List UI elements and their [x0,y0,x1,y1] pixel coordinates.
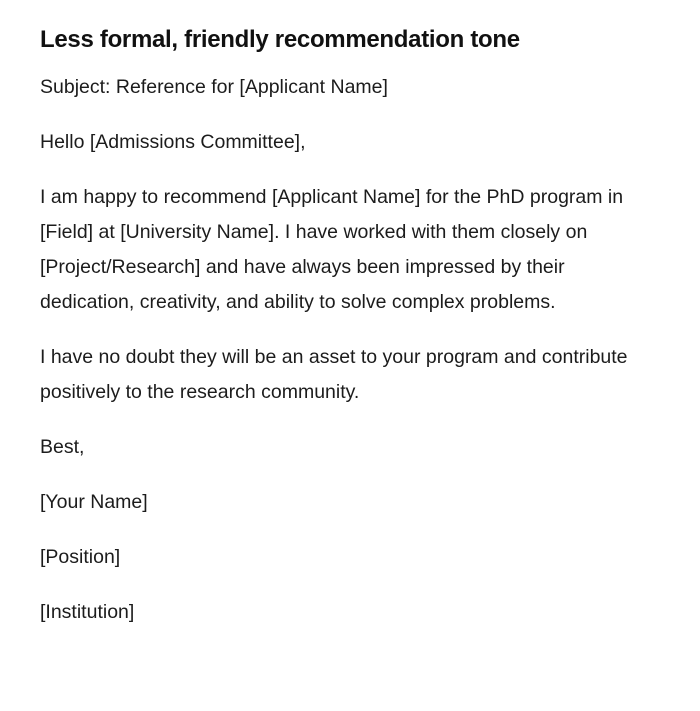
subject-line: Subject: Reference for [Applicant Name] [40,76,388,98]
signature-institution: [Institution] [40,601,135,623]
signature-position: [Position] [40,546,121,568]
signature-name: [Your Name] [40,491,148,513]
body-paragraph-1: I am happy to recommend [Applicant Name] for the PhD program in [Field] at [University Name]. I have worked with them closely on [Project/Research] and have always been impressed by their dedication, creativity, and ability to solve complex problems. [40,186,624,313]
document-title: Less formal, friendly recommendation tone [40,26,520,53]
closing: Best, [40,436,85,458]
body-paragraph-2: I have no doubt they will be an asset to your program and contribute positively to the research community. [40,346,628,403]
document-body [40,22,640,650]
greeting: Hello [Admissions Committee], [40,131,306,153]
